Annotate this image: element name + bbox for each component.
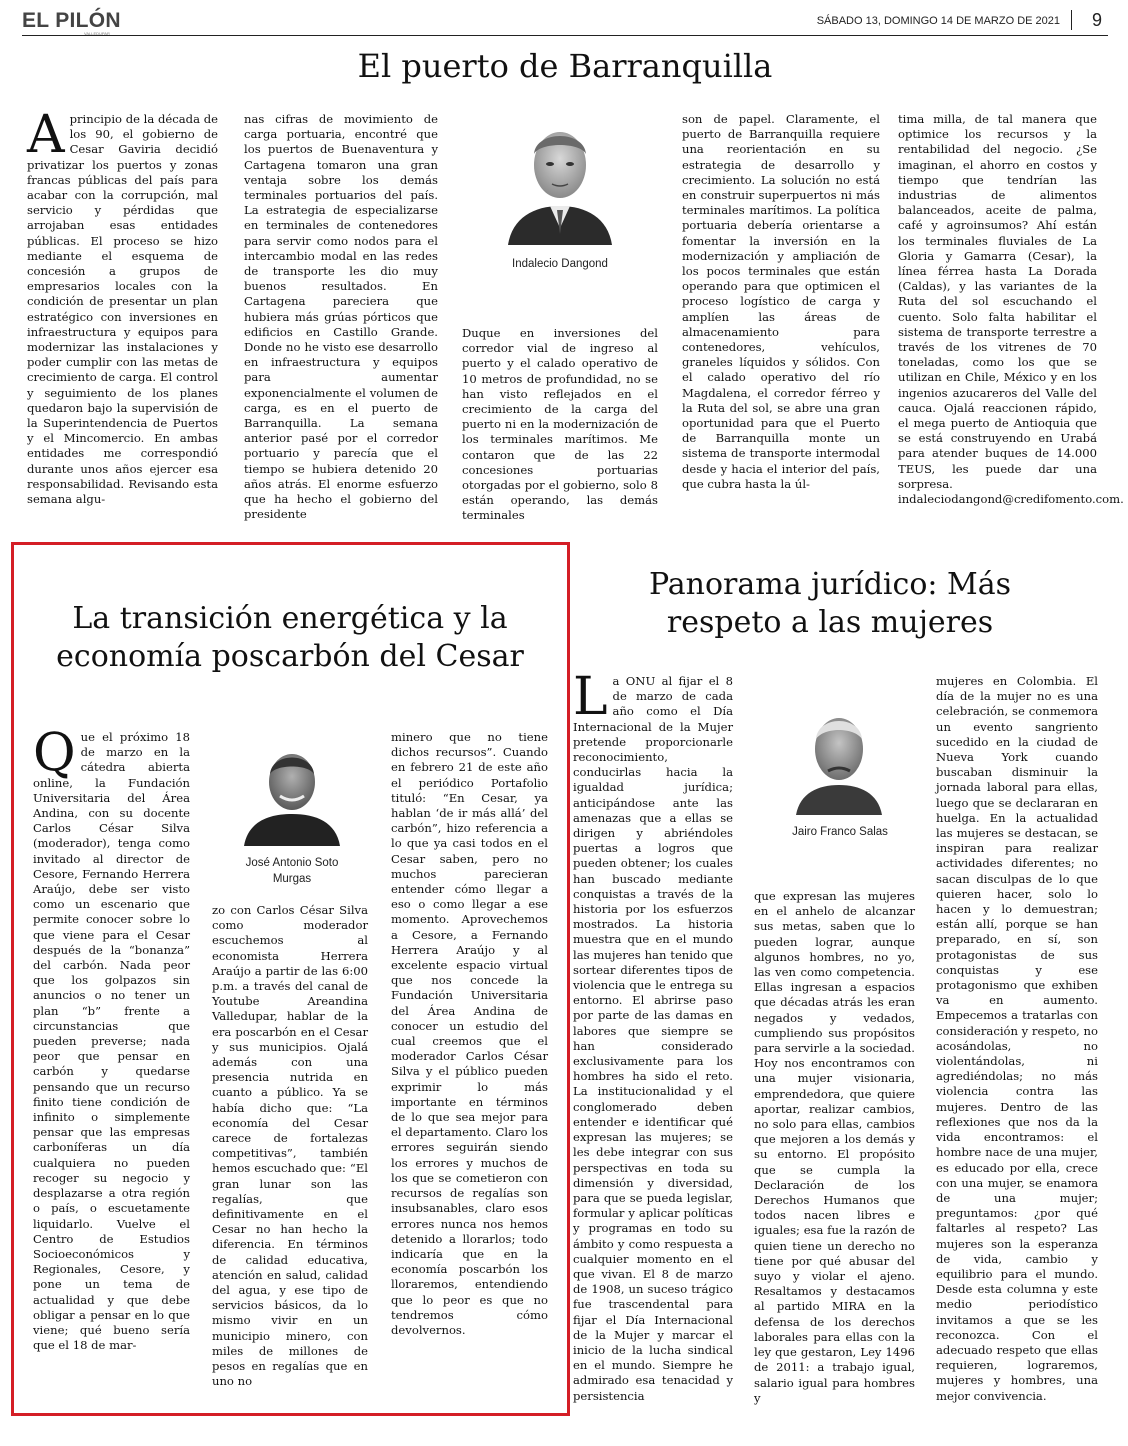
header-divider <box>1071 10 1073 30</box>
article3-col2 <box>754 889 915 1404</box>
article2-col1-text: ue el próximo 18 de marzo en la cátedra abierta online, la Fundación Universitaria del Área Andina, con su docente Carlos César Silva (moderador), tenga como invitado al director de Cesore, Fernando Herrera Araújo, debe ser visto como un escenario que permite conocer sobre lo que viene para el Cesar después de la “bonanza” del carbón. Nada peor que los golpazos sin anuncios o no tener un plan “b” frente a circunstancias que pueden preverse; nada peor que pensar en carbón y quedarse pensando que un recurso finito tiene condición de infinito o simplemente pensar que las empresas carboníferas un día cualquiera no pueden recoger su negocio y desplazarse a otra región o país, o escuetamente liquidarlo. Vuelve el Centro de Estudios Socioeconómicos y Regionales, Cesore, y pone un tema de actualidad y que debe obligar a pensar en lo que viene; qué bueno sería que el 18 de mar- <box>33 730 190 1353</box>
article2-col2 <box>212 903 368 1402</box>
article3-author-photo <box>790 703 888 815</box>
article1-title: El puerto de Barranquilla <box>357 47 773 85</box>
article3-dropcap: L <box>573 667 608 727</box>
masthead <box>22 8 1108 36</box>
article3-col1-text: a ONU al fijar el 8 de marzo de cada año como el Día Internacional de la Mujer pretende proporcionarle reconocimiento, conducirlas hacia la igualdad jurídica; anticipándose ante las amenazas que a ellas se dirigen y abriéndoles puertas a logros que pueden obtener; los cuales han buscado mediante conquistas a través de la historia por los esfuerzos mostrados. La historia muestra que en el mundo las mujeres han tenido que sortear diferentes tipos de violencia que le entrega su entorno. El abrirse paso por parte de las damas en labores que siempre se han considerado exclusivamente para los hombres ha sido el reto. La institucionalidad y el conglomerado deben entender e identificar qué expresan las mujeres; se les debe integrar con sus perspectivas en toda su dimensión y diversidad, para que se pueda legislar, formular y aplicar políticas y programas en todo su ámbito y como respuesta a cualquier momento en el que vivan. El 8 de marzo de 1908, un suceso trágico fue trascendental para fijar el Día Internacional de la Mujer y marcar el inicio de la lucha sindical en el mundo. Siempre he admirado esa tenacidad y persistencia <box>573 674 733 1403</box>
article3-col3-text: mujeres en Colombia. El día de la mujer no es una celebración, se conmemora un evento sangriento sucedido en la ciudad de Nueva York cuando buscaban disminuir la jornada laboral para ellas, luego que se declararan en huelga. En la actualidad las mujeres se destacan, se inspiran para realizar actividades diferentes; no sacan disculpas de lo que quieren hacer, solo lo hacen y lo demuestran; están allí, porque se han preparado, en sí, son protagonistas de sus conquistas y ese protagonismo que exhiben va en aumento. Empecemos a tratarlas con consideración y respeto, no acosándolas, no violentándolas, ni agrediéndolas; no más violencia contra las mujeres. Dentro de las reflexiones que nos da la vida encontramos: el hombre nace de una mujer, es educado por ella, crece con una mujer, se enamora de una mujer; preguntamos: ¿por qué faltarles al respeto? Las mujeres son la esperanza de vida, cambio y equilibrio para el mundo. Desde esta columna y este medio periodístico invitamos a que se les reconozca. Con el adecuado respeto que ellas requieren, lograremos, mujeres y hombres, una mejor convivencia. <box>936 674 1098 1403</box>
article1-author-photo <box>500 110 620 245</box>
article2-author-photo <box>238 738 346 846</box>
article2-col3-text: minero que no tiene dichos recursos”. Cuando en febrero 21 de este año el periódico Portafolio tituló: “En Cesar, ya hablan ‘de ir más allá’ del carbón”, hizo referencia a lo que ya casi todos en el Cesar saben, pero no muchos parecieran entender cómo llegar a eso o como llegar a ese momento. Aprovechemos a Cesore, a Fernando Herrera Araújo y al excelente espacio virtual que nos concede la Fundación Universitaria del Área Andina de conocer un estudio del cual creemos que el moderador Carlos César Silva y el público pueden exprimir lo más importante en términos de lo que sea mejor para el departamento. Claro los errores seguirán siendo los errores y muchos de los que se cometieron con recursos de regalías son insubsanables, claro esos errores nunca nos hemos detenido a llorarlos; todo indicaría que en la economía poscarbón los lloraremos, entendiendo que lo peor es que no tendremos cómo devolvernos. <box>391 730 548 1337</box>
author-portrait-icon <box>790 703 888 815</box>
article3-col3 <box>936 674 1098 1404</box>
article3-title: Panorama jurídico: Más respeto a las mujeres <box>648 567 1012 640</box>
article1-dropcap: A <box>27 105 65 165</box>
article1-col4-text: son de papel. Claramente, el puerto de Barranquilla requiere una reorientación en su estrategia de desarrollo y crecimiento. La solución no está en construir superpuertos ni más terminales marítimos. La política portuaria debería orientarse a fomentar la inversión en la modernización y ampliación de los pocos terminales que están operando para que optimicen el proceso logístico de carga y amplíen las áreas de almacenamiento para contenedores, vehículos, graneles líquidos y sólidos. Con el calado operativo del río Magdalena, el corredor férreo y la Ruta del sol, se abre una gran oportunidad para que el Puerto de Barranquilla monte un sistema de transporte intermodal desde y hacia el interior del país, que cubra hasta la úl- <box>682 112 880 491</box>
issue-date: SÁBADO 13, DOMINGO 14 DE MARZO DE 2021 <box>816 15 1060 27</box>
article3-col2-text: que expresan las mujeres en el anhelo de alcanzar sus metas, saben que lo pueden lograr, aunque algunos hombres, no yo, las ven como competencia. Ellas ingresan a espacios que décadas atrás les eran negados y vedados, cumpliendo sus propósitos para servirle a la sociedad. Hoy nos encontramos con una mujer visionaria, emprendedora, que quiere aportar, realizar cambios, no solo para ellas, cambios que mejoren a los demás y su entorno. El propósito que se cumpla la Declaración de los Derechos Humanos que todos nacen libres e iguales; esa fue la razón de quien tiene un derecho no tiene por qué abusar del suyo y violar el ajeno. Resaltamos y destacamos al partido MIRA en la defensa de los derechos laborales para ellas con la ley que gestaron, Ley 1496 de 2011: a trabajo igual, salario igual para hombres y <box>754 889 915 1405</box>
article2-col2-text: zo con Carlos César Silva como moderador escuchemos al economista Herrera Araújo a partir de las 6:00 p.m. a través del canal de Youtube Areandina Valledupar, hablar de la era poscarbón en el Cesar y sus municipios. Ojalá además con una presencia nutrida en cuanto a público. Ya se había dicho que: “La economía del Cesar carece de fortalezas competitivas”, también hemos escuchado que: “El gran lunar son las regalías, que definitivamente en el Cesar no han hecho la diferencia. En términos de calidad educativa, atención en salud, calidad del agua, y ese tipo de servicios básicos, da lo mismo vivir en un municipio minero, con miles de millones de pesos en regalías que en uno no <box>212 903 368 1389</box>
article2-title: La transición energética y la economía poscarbón del Cesar <box>56 601 524 674</box>
article1-author-name: Indalecio Dangond <box>512 258 608 270</box>
article1-col2 <box>244 112 438 520</box>
newspaper-logo: EL PILÓN <box>22 9 121 32</box>
article2-col3 <box>391 730 548 1402</box>
article1-col4 <box>682 112 880 520</box>
article2-col1 <box>33 723 190 1402</box>
author-portrait-icon <box>238 738 346 846</box>
author-portrait-icon <box>500 110 620 245</box>
article1-col1 <box>27 105 218 520</box>
article1-col3 <box>462 326 658 523</box>
article3-author-name: Jairo Franco Salas <box>792 826 888 838</box>
article2-author-name: José Antonio Soto Murgas <box>245 857 339 885</box>
article1-col5 <box>898 112 1124 520</box>
article1-col2-text: nas cifras de movimiento de carga portuaria, encontré que los puertos de Buenaventura y Cartagena tomaron una gran ventaja sobre los demás terminales portuarios del país. La estrategia de especializarse en terminales de contenedores para servir como nodos para el intercambio modal en las redes de transporte les dio muy buenos resultados. En Cartagena pareciera que hubiera más grúas pórticos que edificios en Castillo Grande. Donde no he visto ese desarrollo en infraestructura y equipos para aumentar exponencialmente el volumen de carga, es en el puerto de Barranquilla. La semana anterior pasé por el corredor portuario y parecía que el tiempo se hubiera detenido 20 años atrás. El enorme esfuerzo que ha hecho el gobierno del presidente <box>244 112 438 522</box>
newspaper-logo-subtitle: VALLEDUPAR <box>84 31 110 36</box>
article2-dropcap: Q <box>33 723 76 783</box>
page-number: 9 <box>1091 10 1102 30</box>
article1-col5-text: tima milla, de tal manera que optimice los recursos y la rentabilidad del negocio. ¿Se imaginan, el ahorro en costos y tiempo que tendrían las industrias de alimentos balanceados, aceite de palma, café y agroinsumos? Ahí están los terminales fluviales de La Gloria y Gamarra (Cesar), la línea férrea hasta La Dorada (Caldas), y las variantes de la Ruta del sol escuchando el cuento. Solo falta habilitar el sistema de transporte terrestre a través de los vitrenes de 70 toneladas, como los que se utilizan en Chile, México y en los ingenios azucareros del Valle del cauca. Ojalá reaccionen rápido, el mega puerto de Antioquia que se está construyendo en Urabá para atender buques de 14.000 TEUS, les puede dar una sorpresa. indaleciodangond@credifomento.com. <box>898 112 1124 507</box>
article3-col1 <box>573 667 733 1404</box>
article1-col1-text: principio de la década de los 90, el gobierno de Cesar Gaviria decidió privatizar los puertos y zonas francas públicas del país para acabar con la corrupción, mal servicio y pérdidas que arrojaban esas entidades públicas. El proceso se hizo mediante el esquema de concesión a grupos de empresarios locales con la condición de presentar un plan estratégico con inversiones en infraestructura y equipos para modernizar las instalaciones y poder cumplir con las metas de crecimiento de carga. El control y seguimiento de los planes quedaron bajo la supervisión de la Superintendencia de Puertos y el Mincomercio. En ambas entidades me correspondió durante unos años ejercer esa responsabilidad. Revisando esta semana algu- <box>27 112 218 507</box>
article1-col3-text: Duque en inversiones del corredor vial de ingreso al puerto y el calado operativo de 10 metros de profundidad, no se han visto reflejados en el crecimiento de la carga del puerto ni en la modernización de los terminales marítimos. Me contaron que de las 22 concesiones portuarias otorgadas por el gobierno, solo 8 están operando, las demás terminales <box>462 326 658 523</box>
